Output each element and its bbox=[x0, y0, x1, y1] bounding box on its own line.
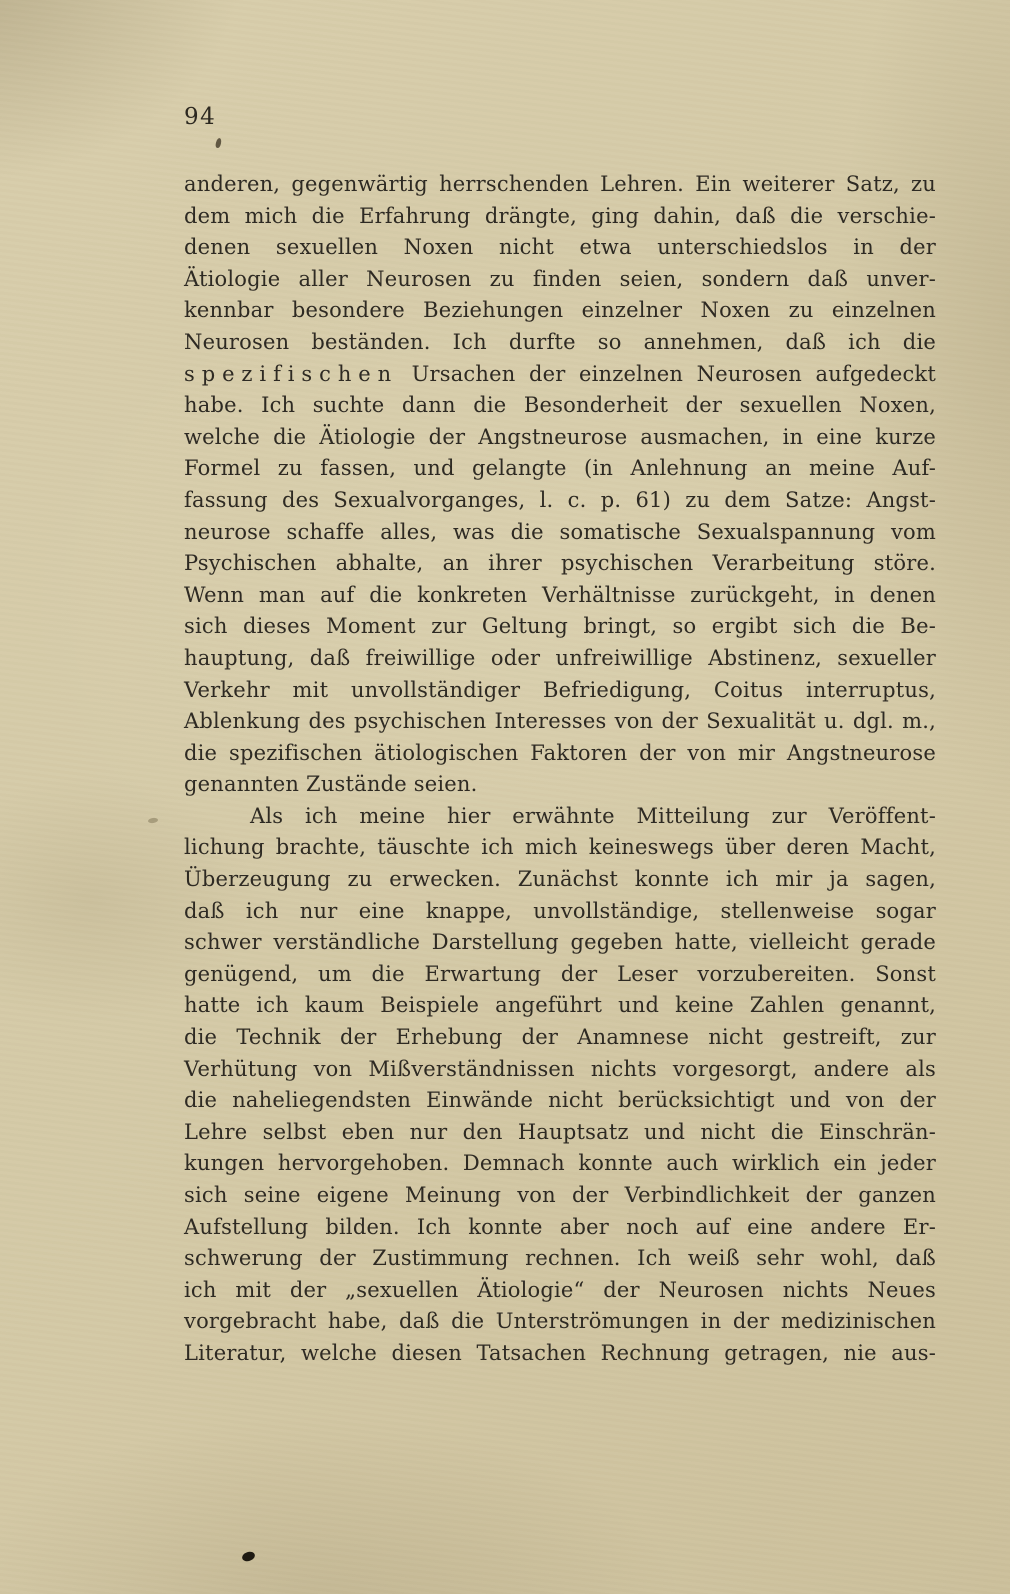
text-run: Literatur, welche diesen Tatsachen Rechnung getragen, nie aus- bbox=[184, 1340, 936, 1365]
text-line bbox=[184, 201, 936, 233]
text-line bbox=[184, 611, 936, 643]
text-line bbox=[184, 1085, 936, 1117]
text-line bbox=[184, 990, 936, 1022]
emphasized-text: spezifischen bbox=[184, 361, 399, 386]
text-line bbox=[184, 1243, 936, 1275]
text-line bbox=[184, 769, 936, 801]
text-run: dem mich die Erfahrung drängte, ging dahin, daß die verschie- bbox=[184, 203, 936, 228]
text-run: die spezifischen ätiologischen Faktoren der von mir Angstneurose bbox=[184, 740, 936, 765]
text-line bbox=[184, 959, 936, 991]
text-line bbox=[184, 264, 936, 296]
text-run: daß ich nur eine knappe, unvollständige, stellenweise sogar bbox=[184, 898, 936, 923]
text-run: denen sexuellen Noxen nicht etwa unterschiedslos in der bbox=[184, 235, 936, 260]
text-line bbox=[184, 169, 936, 201]
text-run: schwerung der Zustimmung rechnen. Ich weiß sehr wohl, daß bbox=[184, 1246, 936, 1271]
text-run: Verkehr mit unvollständiger Befriedigung, Coitus interruptus, bbox=[184, 677, 936, 702]
text-run: schwer verständliche Darstellung gegeben hatte, vielleicht gerade bbox=[184, 930, 936, 955]
text-run: sich dieses Moment zur Geltung bringt, so ergibt sich die Be- bbox=[184, 614, 936, 639]
text-run: vorgebracht habe, daß die Unterströmungen in der medizinischen bbox=[184, 1309, 936, 1334]
text-line bbox=[184, 232, 936, 264]
text-line bbox=[184, 580, 936, 612]
text-line bbox=[184, 485, 936, 517]
text-run: hauptung, daß freiwillige oder unfreiwillige Abstinenz, sexueller bbox=[184, 645, 936, 670]
text-line bbox=[184, 1117, 936, 1149]
text-run: anderen, gegenwärtig herrschenden Lehren. Ein weiterer Satz, zu bbox=[184, 172, 936, 196]
text-run: Formel zu fassen, und gelangte (in Anlehnung an meine Auf- bbox=[184, 456, 936, 481]
text-line bbox=[184, 327, 936, 359]
text-run: Überzeugung zu erwecken. Zunächst konnte ich mir ja sagen, bbox=[184, 867, 936, 892]
text-run: kungen hervorgehoben. Demnach konnte auch wirklich ein jeder bbox=[184, 1151, 936, 1176]
text-run: Aufstellung bilden. Ich konnte aber noch auf eine andere Er- bbox=[184, 1214, 936, 1239]
text-run: Ablenkung des psychischen Interesses von der Sexualität u. dgl. m., bbox=[184, 709, 936, 734]
text-run: Als ich meine hier erwähnte Mitteilung zur Veröffent- bbox=[250, 803, 936, 828]
text-line bbox=[184, 832, 936, 864]
text-run: Wenn man auf die konkreten Verhältnisse zurückgeht, in denen bbox=[184, 582, 936, 607]
text-line bbox=[184, 390, 936, 422]
text-run: Neurosen beständen. Ich durfte so annehmen, daß ich die bbox=[184, 329, 936, 354]
text-line bbox=[184, 675, 936, 707]
text-run: die Technik der Erhebung der Anamnese nicht gestreift, zur bbox=[184, 1025, 936, 1050]
paper-stain bbox=[148, 817, 159, 823]
text-line bbox=[184, 517, 936, 549]
text-line bbox=[184, 927, 936, 959]
text-run: ich mit der „sexuellen Ätiologie“ der Neurosen nichts Neues bbox=[184, 1277, 936, 1302]
text-run: hatte ich kaum Beispiele angeführt und keine Zahlen genannt, bbox=[184, 993, 936, 1018]
text-run: Ätiologie aller Neurosen zu finden seien, sondern daß unver- bbox=[184, 266, 936, 291]
paragraph bbox=[184, 801, 936, 1370]
paper-stain bbox=[215, 138, 222, 149]
ink-speck bbox=[241, 1550, 256, 1563]
text-line bbox=[184, 706, 936, 738]
text-run: sich seine eigene Meinung von der Verbindlichkeit der ganzen bbox=[184, 1183, 936, 1207]
text-run: Verhütung von Mißverständnissen nichts vorgesorgt, andere als bbox=[184, 1056, 936, 1081]
text-run: kennbar besondere Beziehungen einzelner Noxen zu einzelnen bbox=[184, 298, 936, 323]
text-line bbox=[184, 422, 936, 454]
text-run: neurose schaffe alles, was die somatische Sexualspannung vom bbox=[184, 519, 936, 544]
text-line bbox=[184, 453, 936, 485]
text-line bbox=[184, 1275, 936, 1307]
text-run: Ursachen der einzelnen Neurosen aufgedeckt bbox=[398, 361, 936, 386]
text-line bbox=[184, 864, 936, 896]
text-line bbox=[184, 1306, 936, 1338]
text-run: genügend, um die Erwartung der Leser vorzubereiten. Sonst bbox=[184, 961, 936, 986]
text-run: welche die Ätiologie der Angstneurose ausmachen, in eine kurze bbox=[184, 424, 936, 449]
text-line bbox=[184, 643, 936, 675]
text-line bbox=[184, 295, 936, 327]
text-line bbox=[184, 896, 936, 928]
text-run: lichung brachte, täuschte ich mich keineswegs über deren Macht, bbox=[184, 835, 936, 860]
text-run: genannten Zustände seien. bbox=[184, 772, 478, 797]
text-line bbox=[184, 1338, 936, 1370]
text-run: die naheliegendsten Einwände nicht berücksichtigt und von der bbox=[184, 1088, 936, 1113]
text-run: fassung des Sexualvorganges, l. c. p. 61) zu dem Satze: Angst- bbox=[184, 487, 936, 512]
page-number: 94 bbox=[184, 104, 217, 130]
text-run: Lehre selbst eben nur den Hauptsatz und nicht die Einschrän- bbox=[184, 1119, 936, 1144]
text-line bbox=[184, 548, 936, 580]
text-line bbox=[184, 1180, 936, 1212]
text-line bbox=[184, 1022, 936, 1054]
text-line bbox=[184, 1054, 936, 1086]
text-line bbox=[184, 738, 936, 770]
text-line bbox=[184, 1148, 936, 1180]
text-line bbox=[184, 359, 936, 391]
text-run: Psychischen abhalte, an ihrer psychischen Verarbeitung störe. bbox=[184, 551, 936, 576]
text-block bbox=[184, 169, 936, 1370]
paragraph bbox=[184, 169, 936, 801]
text-run: habe. Ich suchte dann die Besonderheit der sexuellen Noxen, bbox=[184, 393, 936, 418]
text-line bbox=[184, 801, 936, 833]
text-line bbox=[184, 1212, 936, 1244]
